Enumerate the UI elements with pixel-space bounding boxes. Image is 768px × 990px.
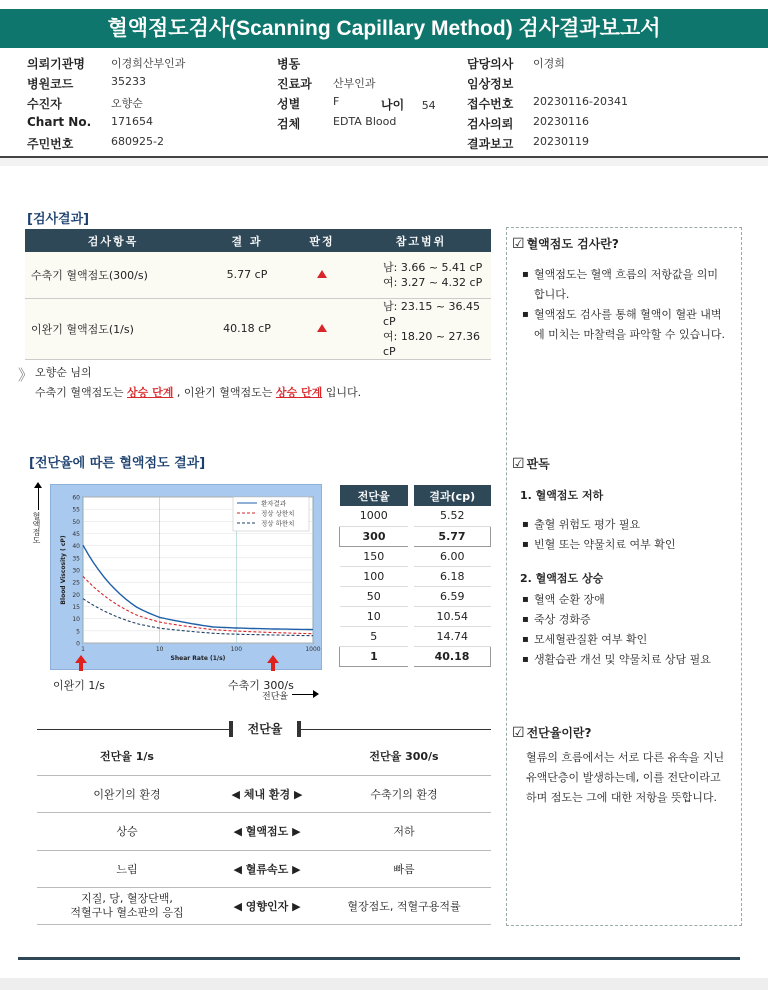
table-row (25, 298, 491, 359)
info-row (27, 75, 267, 95)
systolic-status: 상승 단계 (127, 386, 174, 399)
age-value: 54 (421, 99, 436, 112)
compare-left: 느림 (116, 863, 138, 876)
y-tick-label: 35 (72, 555, 80, 563)
list-item: ▪ 모세혈관질환 여부 확인 (522, 630, 740, 650)
y-tick-label: 20 (72, 591, 80, 599)
info-row (467, 115, 747, 135)
compare-left: 이완기의 환경 (93, 788, 161, 801)
table-row (340, 526, 491, 546)
viscosity-cell: 40.18 (411, 646, 491, 666)
result-item: 이완기 혈액점도(1/s) (25, 298, 201, 359)
info-label: 담당의사 (467, 57, 514, 71)
shear-rate-cell: 150 (340, 546, 412, 566)
compare-left: 지질, 당, 혈장단백, 적혈구나 혈소판의 응집 (70, 892, 184, 919)
table-row (340, 646, 491, 666)
info-value: EDTA Blood (333, 115, 397, 128)
info-label: 병동 (277, 57, 301, 71)
result-value: 5.77 cP (201, 252, 293, 298)
col-header-result: 결 과 (201, 229, 293, 252)
y-caption: 혈액점도 (32, 512, 41, 544)
info-row (27, 95, 267, 115)
shear-caption: 전단율 (262, 692, 289, 702)
increase-list (522, 590, 740, 670)
shear-section-title: [전단율에 따른 혈액점도 결과] (29, 456, 206, 471)
viscosity-cell: 6.00 (411, 546, 491, 566)
checkbox-icon: ☑ (512, 236, 525, 252)
age-field (381, 96, 436, 113)
info-value: 오향순 (111, 97, 143, 110)
compare-mid: ◀ 혈류속도 ▶ (233, 863, 301, 876)
systolic-label: 수축기 300/s (228, 679, 294, 692)
compare-right: 수축기의 환경 (370, 788, 438, 801)
chart-svg (51, 485, 323, 671)
checkbox-icon: ☑ (512, 456, 525, 472)
info-column-2 (277, 55, 457, 135)
result-item: 수축기 혈액점도(300/s) (25, 252, 201, 298)
summary-name: 오향순 님의 (35, 366, 92, 379)
viscosity-cell: 5.52 (411, 506, 491, 526)
viscosity-cell: 10.54 (411, 606, 491, 626)
list-item: ▪ 생활습관 개선 및 약물치료 상담 필요 (522, 650, 740, 670)
compare-row (37, 850, 491, 887)
ref-male: 남: 3.66 ~ 5.41 cP (383, 260, 483, 274)
info-label: 병원코드 (27, 77, 74, 91)
info-label: 임상정보 (467, 77, 514, 91)
box2-heading: ☑ 판독 (512, 456, 550, 472)
table-row (340, 566, 491, 586)
info-label: 접수번호 (467, 97, 514, 111)
box1-list (522, 265, 727, 345)
diastolic-label: 이완기 1/s (53, 679, 105, 692)
info-value: 산부인과 (333, 77, 376, 90)
compare-rule-right (301, 729, 491, 730)
result-value: 40.18 cP (201, 298, 293, 359)
info-row (467, 55, 747, 75)
list-item: ▪ 혈액점도는 혈액 흐름의 저항값을 의미합니다. (522, 265, 727, 305)
marker-stem-1 (79, 662, 83, 671)
compare-mid: ◀ 체내 환경 ▶ (231, 788, 303, 801)
info-row (27, 135, 267, 155)
table-row (340, 606, 491, 626)
box3-heading: ☑ 전단율이란? (512, 725, 592, 741)
y-tick-label: 0 (76, 640, 80, 648)
info-label: 수진자 (27, 97, 62, 111)
col-header-cp: 결과(cp) (411, 485, 491, 506)
viscosity-chart (50, 484, 322, 670)
legend-label: 환자결과 (261, 499, 287, 508)
shear-rate-cell: 1000 (340, 506, 412, 526)
compare-mid: ◀ 혈액점도 ▶ (233, 825, 301, 838)
box3-text: 혈류의 흐름에서는 서로 다른 유속을 지닌 유액단층이 발생하는데, 이를 전단이라고 하며 점도는 그에 대한 저항을 뜻합니다. (526, 751, 725, 804)
info-value: 이경희 (533, 57, 565, 70)
viscosity-cell: 6.59 (411, 586, 491, 606)
summary-sentence: 수축기 혈액점도는 상승 단계 , 이완기 혈액점도는 상승 단계 입니다. (35, 386, 362, 399)
info-label: 성별 (277, 97, 301, 111)
compare-left: 상승 (116, 825, 138, 838)
table-row (340, 546, 491, 566)
y-tick-label: 40 (72, 543, 80, 551)
viscosity-cell: 5.77 (411, 526, 491, 546)
compare-row (37, 812, 491, 849)
info-column-1 (27, 55, 267, 155)
shear-rate-cell: 1 (340, 646, 412, 666)
list-item: ▪ 빈혈 또는 약물치료 여부 확인 (522, 535, 737, 555)
info-row (467, 75, 747, 95)
shear-rate-cell: 300 (340, 526, 412, 546)
info-value: 20230119 (533, 135, 589, 148)
judge-cell (293, 252, 351, 298)
increase-heading: 2. 혈액점도 상승 (520, 572, 604, 585)
age-label: 나이 (381, 98, 405, 112)
compare-right: 혈장점도, 적혈구용적률 (347, 900, 461, 913)
y-tick-label: 5 (76, 628, 80, 636)
y-tick-label: 55 (72, 506, 80, 514)
col-header-judge: 판정 (293, 229, 351, 252)
info-row (27, 55, 267, 75)
list-item: ▪ 죽상 경화증 (522, 610, 740, 630)
ref-female: 여: 3.27 ~ 4.32 cP (383, 275, 483, 289)
info-value: 171654 (111, 115, 153, 128)
compare-right: 빠름 (393, 863, 415, 876)
results-table (25, 229, 491, 360)
table-row (25, 252, 491, 298)
footer-band (0, 978, 768, 990)
compare-left-head: 전단율 1/s (100, 750, 154, 763)
x-tick-label: 1 (81, 646, 85, 653)
shear-rate-cell: 5 (340, 626, 412, 646)
ref-male: 남: 23.15 ~ 36.45 cP (383, 299, 481, 328)
x-axis-label: Shear Rate (1/s) (170, 655, 226, 662)
y-axis-label: Blood Viscosity ( cP) (60, 535, 67, 605)
info-label: 진료과 (277, 77, 312, 91)
info-value: 680925-2 (111, 135, 164, 148)
compare-right-head: 전단율 300/s (369, 750, 439, 763)
compare-mid: ◀ 영향인자 ▶ (233, 900, 301, 913)
compare-rule-left (37, 729, 231, 730)
compare-row (37, 887, 491, 925)
info-row (27, 115, 267, 135)
info-value: F (333, 95, 340, 108)
legend-label: 정상 상한치 (261, 509, 295, 518)
header-shadow (0, 158, 768, 166)
info-label: 결과보고 (467, 137, 514, 151)
box1-heading: ☑ 혈액점도 검사란? (512, 236, 619, 252)
increase-arrow-icon (317, 324, 327, 332)
info-value: 20230116-20341 (533, 95, 628, 108)
info-label: 주민번호 (27, 137, 74, 151)
info-row (467, 135, 747, 155)
y-tick-label: 15 (72, 604, 80, 611)
list-item: ▪ 혈액 순환 장애 (522, 590, 740, 610)
increase-arrow-icon (317, 270, 327, 278)
legend-label: 정상 하한치 (261, 519, 295, 528)
list-item: ▪ 출혈 위험도 평가 필요 (522, 515, 737, 535)
table-row (340, 506, 491, 526)
diastolic-status: 상승 단계 (275, 386, 323, 399)
shear-rate-table (339, 485, 491, 667)
ref-female: 여: 18.20 ~ 27.36 cP (383, 329, 481, 358)
x-tick-label: 10 (155, 646, 164, 653)
y-tick-label: 30 (72, 567, 80, 575)
shear-rate-cell: 100 (340, 566, 412, 586)
ref-range (351, 252, 491, 298)
y-tick-label: 25 (72, 579, 80, 587)
viscosity-cell: 6.18 (411, 566, 491, 586)
judge-cell (293, 298, 351, 359)
marker-stem-2 (271, 662, 275, 671)
info-value: 35233 (111, 75, 146, 88)
viscosity-cell: 14.74 (411, 626, 491, 646)
table-row (340, 586, 491, 606)
ref-range (351, 298, 491, 359)
info-column-3 (467, 55, 747, 155)
y-tick-label: 60 (72, 494, 80, 502)
x-tick-label: 1000 (305, 646, 321, 653)
info-value: 20230116 (533, 115, 589, 128)
x-arrow-line (292, 694, 314, 695)
up-arrow-icon (34, 482, 42, 488)
info-row (277, 75, 457, 95)
compare-title: 전단율 (247, 722, 283, 736)
info-value: 이경희산부인과 (111, 57, 186, 70)
double-chevron-icon: 》 (18, 366, 34, 384)
info-label: 검체 (277, 117, 301, 131)
col-header-ref: 참고범위 (351, 229, 491, 252)
col-header-item: 검사항목 (25, 229, 201, 252)
col-header-rate: 전단율 (340, 485, 412, 506)
x-tick-label: 100 (230, 646, 243, 653)
compare-row (37, 775, 491, 812)
results-section-title: [검사결과] (27, 212, 90, 227)
info-row (277, 55, 457, 75)
footer-rule (18, 957, 740, 960)
table-row (340, 626, 491, 646)
y-arrow-line (38, 486, 39, 510)
info-row (277, 115, 457, 135)
y-tick-label: 10 (72, 616, 80, 624)
info-row (467, 95, 747, 115)
checkbox-icon: ☑ (512, 725, 525, 741)
decrease-list (522, 515, 737, 555)
right-arrow-icon (313, 690, 319, 698)
report-title: 혈액점도검사(Scanning Capillary Method) 검사결과보고서 (0, 9, 768, 48)
decrease-heading: 1. 혈액점도 저하 (520, 489, 604, 502)
shear-rate-cell: 50 (340, 586, 412, 606)
info-label: 의뢰기관명 (27, 57, 85, 71)
info-label: 검사의뢰 (467, 117, 514, 131)
info-label: Chart No. (27, 115, 92, 129)
shear-rate-cell: 10 (340, 606, 412, 626)
y-tick-label: 50 (72, 518, 80, 526)
y-tick-label: 45 (72, 531, 80, 538)
compare-right: 저하 (393, 825, 415, 838)
list-item: ▪ 혈액점도 검사를 통해 혈액이 혈관 내벽에 미치는 마찰력을 파악할 수 있습니다. (522, 305, 727, 345)
